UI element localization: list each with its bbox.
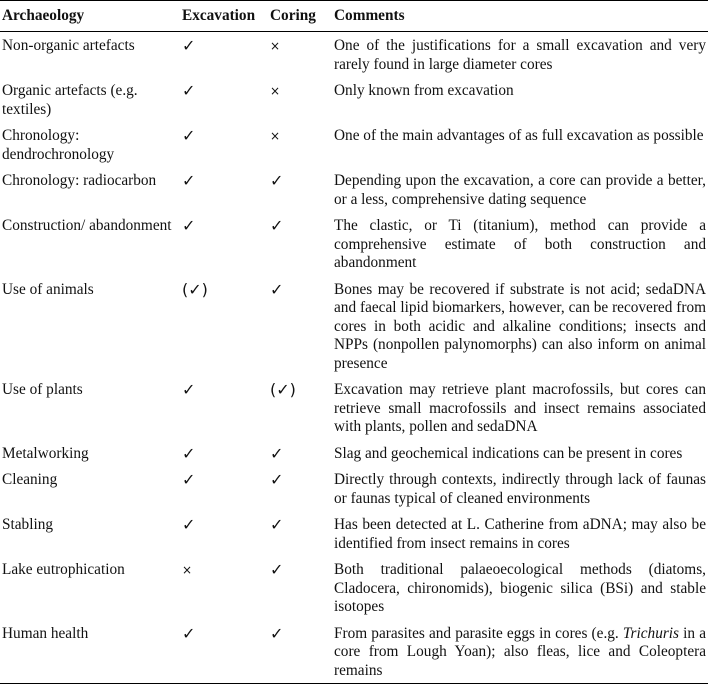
- row-label: Human health: [0, 620, 180, 684]
- coring-mark: ×: [270, 129, 281, 143]
- row-comment: Bones may be recovered if substrate is not acid; sedaDNA and faecal lipid biomarkers, however, can be recovered from cores in both acidic and alkaline conditions; insects and NPPs (nonpollen palynomorphs) can also inform on animal presence: [334, 280, 706, 372]
- row-comment: Only known from excavation: [334, 82, 514, 99]
- excavation-mark: ✓: [182, 81, 196, 100]
- row-comment: Slag and geochemical indications can be present in cores: [334, 444, 683, 462]
- row-label: Chronology: radiocarbon: [2, 172, 157, 189]
- excavation-mark: ✓: [182, 171, 196, 190]
- row-label: Stabling: [2, 516, 53, 533]
- row-label: Non-organic artefacts: [2, 37, 135, 54]
- coring-mark: ×: [270, 84, 281, 98]
- comment-text: in a core from Lough Yoan); also fleas, lice and Coleoptera remains: [334, 624, 706, 679]
- coring-mark: (✓): [270, 380, 296, 399]
- table-row: [0, 556, 708, 620]
- row-label: Use of plants: [2, 381, 83, 398]
- row-label: Organic artefacts (e.g. textiles): [2, 82, 138, 118]
- row-label: Metalworking: [2, 444, 89, 462]
- table-row: [0, 376, 708, 440]
- excavation-mark: ✓: [182, 126, 196, 145]
- coring-mark: ✓: [270, 443, 284, 463]
- excavation-mark: (✓): [182, 279, 208, 299]
- coring-mark: ✓: [268, 620, 332, 684]
- row-label: Cleaning: [2, 471, 58, 488]
- excavation-mark: ✓: [182, 36, 196, 55]
- comment-text: From parasites and parasite eggs in cores (e.g.: [334, 624, 623, 642]
- header-row: [0, 1, 708, 32]
- row-label: Construction/ abandonment: [2, 217, 172, 234]
- row-label: Use of animals: [2, 280, 94, 298]
- row-label: Lake eutrophication: [2, 561, 125, 578]
- table-row: [0, 122, 708, 167]
- coring-mark: ✓: [270, 560, 284, 579]
- table-row: [0, 77, 708, 122]
- table-row: [0, 212, 708, 276]
- table-row: [0, 167, 708, 212]
- table-body: [0, 32, 708, 684]
- excavation-mark: ✓: [182, 216, 196, 235]
- coring-mark: ✓: [270, 515, 284, 534]
- excavation-mark: ✓: [182, 515, 196, 534]
- excavation-mark: ✓: [182, 470, 196, 489]
- coring-mark: ✓: [270, 279, 284, 299]
- header-archaeology: Archaeology: [0, 1, 180, 32]
- excavation-mark: ✓: [182, 380, 196, 399]
- row-comment: One of the main advantages of as full excavation as possible: [334, 127, 704, 144]
- row-comment: Directly through contexts, indirectly through lack of faunas or faunas typical of cleaned environments: [334, 471, 706, 507]
- coring-mark: ✓: [270, 470, 284, 489]
- row-comment: Has been detected at L. Catherine from aDNA; may also be identified from insect remains in cores: [334, 516, 706, 552]
- row-comment: One of the justifications for a small excavation and very rarely found in large diameter cores: [334, 37, 706, 73]
- coring-mark: ✓: [270, 171, 284, 190]
- excavation-mark: ✓: [182, 443, 196, 463]
- excavation-mark: ✓: [180, 620, 268, 684]
- row-label: Chronology: dendrochronology: [2, 127, 115, 163]
- row-comment: Both traditional palaeoecological methods (diatoms, Cladocera, chironomids), biogenic silica (BSi) and stable isotopes: [334, 561, 706, 615]
- excavation-mark: ×: [182, 563, 193, 577]
- table-row: [0, 511, 708, 556]
- row-comment: Excavation may retrieve plant macrofossils, but cores can retrieve small macrofossils and insect remains associated with plants, pollen and sedaDNA: [334, 381, 706, 435]
- comment-italic-taxon: Trichuris: [622, 624, 679, 642]
- table-row: [0, 440, 708, 467]
- table-row: [0, 276, 708, 377]
- coring-mark: ✓: [270, 216, 284, 235]
- row-comment: Depending upon the excavation, a core can provide a better, or a less, comprehensive dating sequence: [334, 172, 706, 208]
- table-row: [0, 466, 708, 511]
- table-row: [0, 620, 708, 684]
- table-row: [0, 32, 708, 78]
- header-comments: Comments: [332, 1, 708, 32]
- header-excavation: Excavation: [180, 1, 268, 32]
- header-coring: Coring: [268, 1, 332, 32]
- coring-mark: ×: [270, 39, 281, 53]
- row-comment: The clastic, or Ti (titanium), method can provide a comprehensive estimate of both construction and abandonment: [334, 217, 706, 271]
- row-comment: [332, 620, 708, 684]
